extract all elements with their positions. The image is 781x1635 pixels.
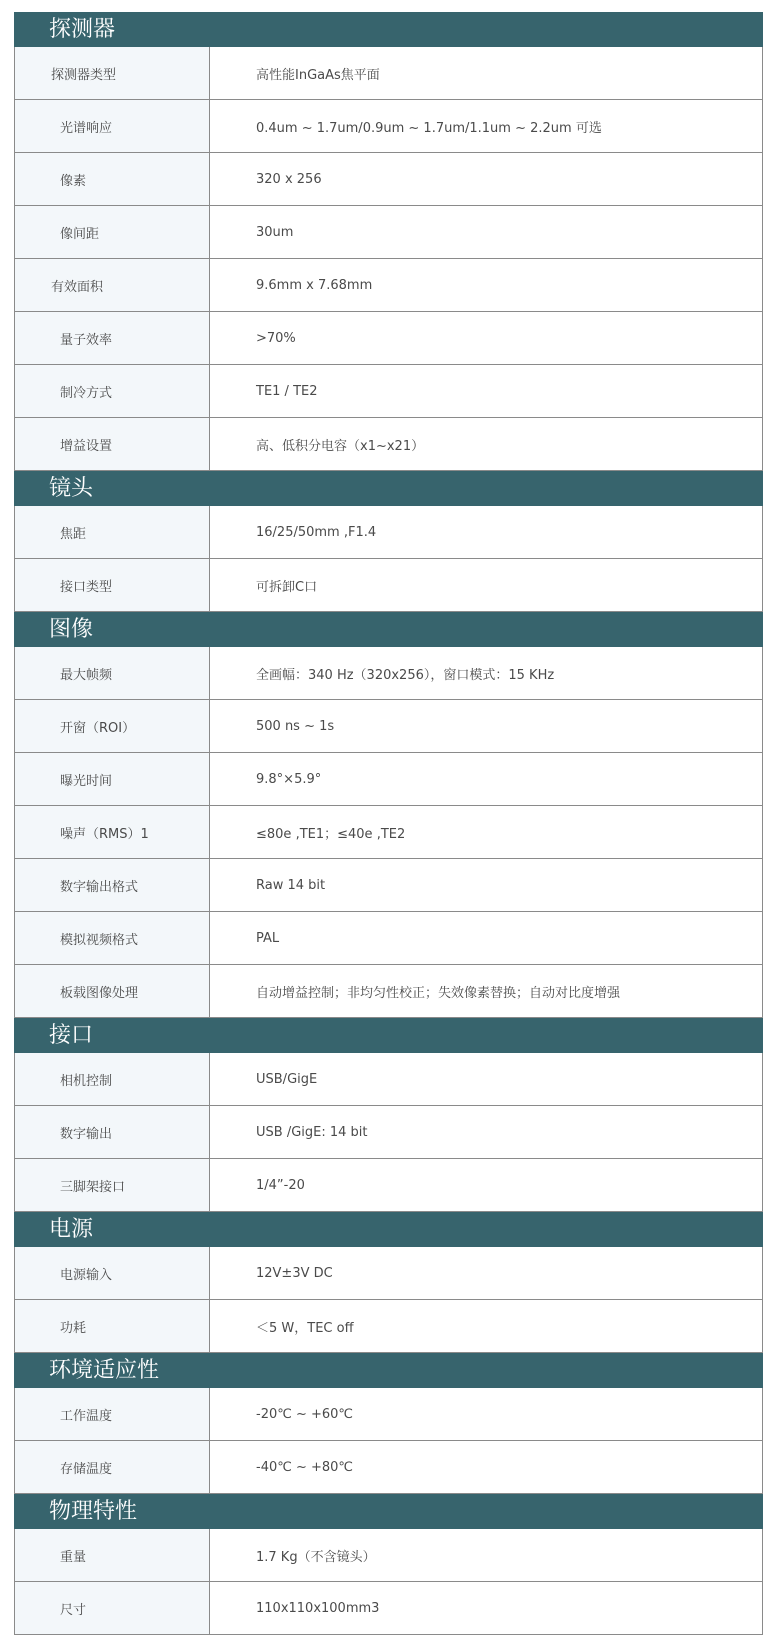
section-header: 图像 xyxy=(14,612,763,647)
table-row xyxy=(15,259,762,312)
table-row xyxy=(15,700,762,753)
table-row xyxy=(15,1582,762,1635)
spec-label: 曝光时间 xyxy=(15,753,210,805)
spec-label: 工作温度 xyxy=(15,1388,210,1440)
spec-label: 存储温度 xyxy=(15,1441,210,1493)
spec-label: 探测器类型 xyxy=(15,47,210,99)
spec-section xyxy=(14,612,763,1018)
spec-label: 数字输出 xyxy=(15,1106,210,1158)
spec-label: 电源输入 xyxy=(15,1247,210,1299)
spec-section xyxy=(14,1018,763,1212)
spec-value: USB /GigE: 14 bit xyxy=(210,1106,762,1158)
table-row xyxy=(15,153,762,206)
spec-label: 最大帧频 xyxy=(15,647,210,699)
spec-label: 尺寸 xyxy=(15,1582,210,1634)
spec-value: 可拆卸C口 xyxy=(210,559,762,611)
spec-value: ≤80e ,TE1；≤40e ,TE2 xyxy=(210,806,762,858)
spec-value: 500 ns ~ 1s xyxy=(210,700,762,752)
spec-label: 开窗（ROI） xyxy=(15,700,210,752)
spec-value: 全画幅：340 Hz（320x256），窗口模式：15 KHz xyxy=(210,647,762,699)
spec-value: ＜5 W，TEC off xyxy=(210,1300,762,1352)
spec-value: USB/GigE xyxy=(210,1053,762,1105)
spec-label: 像间距 xyxy=(15,206,210,258)
section-header: 探测器 xyxy=(14,12,763,47)
spec-label: 噪声（RMS）1 xyxy=(15,806,210,858)
spec-value: 0.4um ~ 1.7um/0.9um ~ 1.7um/1.1um ~ 2.2um 可选 xyxy=(210,100,762,152)
spec-label: 三脚架接口 xyxy=(15,1159,210,1211)
table-row xyxy=(15,1247,762,1300)
spec-value: 1.7 Kg（不含镜头） xyxy=(210,1529,762,1581)
spec-label: 相机控制 xyxy=(15,1053,210,1105)
table-row xyxy=(15,365,762,418)
spec-label: 数字输出格式 xyxy=(15,859,210,911)
table-row xyxy=(15,1159,762,1212)
section-header: 物理特性 xyxy=(14,1494,763,1529)
spec-section xyxy=(14,12,763,471)
spec-value: -40℃ ~ +80℃ xyxy=(210,1441,762,1493)
section-rows xyxy=(14,1529,763,1635)
table-row xyxy=(15,859,762,912)
table-row xyxy=(15,100,762,153)
spec-value: PAL xyxy=(210,912,762,964)
section-rows xyxy=(14,47,763,471)
table-row xyxy=(15,753,762,806)
spec-value: 30um xyxy=(210,206,762,258)
table-row xyxy=(15,1441,762,1494)
table-row xyxy=(15,1053,762,1106)
spec-section xyxy=(14,1353,763,1494)
section-header: 镜头 xyxy=(14,471,763,506)
table-row xyxy=(15,47,762,100)
spec-value: 9.6mm x 7.68mm xyxy=(210,259,762,311)
spec-section xyxy=(14,1212,763,1353)
spec-value: 320 x 256 xyxy=(210,153,762,205)
table-row xyxy=(15,806,762,859)
spec-value: 16/25/50mm ,F1.4 xyxy=(210,506,762,558)
spec-section xyxy=(14,1494,763,1635)
spec-label: 板载图像处理 xyxy=(15,965,210,1017)
spec-value: TE1 / TE2 xyxy=(210,365,762,417)
table-row xyxy=(15,418,762,471)
spec-label: 接口类型 xyxy=(15,559,210,611)
spec-label: 重量 xyxy=(15,1529,210,1581)
section-rows xyxy=(14,1053,763,1212)
spec-value: 12V±3V DC xyxy=(210,1247,762,1299)
spec-label: 光谱响应 xyxy=(15,100,210,152)
spec-label: 焦距 xyxy=(15,506,210,558)
table-row xyxy=(15,506,762,559)
spec-value: 9.8°×5.9° xyxy=(210,753,762,805)
table-row xyxy=(15,1106,762,1159)
spec-label: 模拟视频格式 xyxy=(15,912,210,964)
spec-label: 增益设置 xyxy=(15,418,210,470)
spec-value: 自动增益控制；非均匀性校正；失效像素替换；自动对比度增强 xyxy=(210,965,762,1017)
table-row xyxy=(15,1529,762,1582)
spec-value: 1/4”-20 xyxy=(210,1159,762,1211)
table-row xyxy=(15,559,762,612)
section-rows xyxy=(14,1247,763,1353)
section-rows xyxy=(14,1388,763,1494)
spec-value: -20℃ ~ +60℃ xyxy=(210,1388,762,1440)
spec-value: 高性能InGaAs焦平面 xyxy=(210,47,762,99)
spec-value: Raw 14 bit xyxy=(210,859,762,911)
spec-value: 110x110x100mm3 xyxy=(210,1582,762,1634)
table-row xyxy=(15,912,762,965)
section-rows xyxy=(14,647,763,1018)
spec-label: 制冷方式 xyxy=(15,365,210,417)
spec-value: 高、低积分电容（x1~x21） xyxy=(210,418,762,470)
spec-label: 功耗 xyxy=(15,1300,210,1352)
section-header: 环境适应性 xyxy=(14,1353,763,1388)
section-header: 接口 xyxy=(14,1018,763,1053)
spec-label: 量子效率 xyxy=(15,312,210,364)
table-row xyxy=(15,206,762,259)
table-row xyxy=(15,1388,762,1441)
spec-table xyxy=(14,12,763,1635)
spec-label: 像素 xyxy=(15,153,210,205)
table-row xyxy=(15,1300,762,1353)
spec-value: >70% xyxy=(210,312,762,364)
spec-label: 有效面积 xyxy=(15,259,210,311)
section-header: 电源 xyxy=(14,1212,763,1247)
section-rows xyxy=(14,506,763,612)
table-row xyxy=(15,312,762,365)
table-row xyxy=(15,647,762,700)
table-row xyxy=(15,965,762,1018)
spec-section xyxy=(14,471,763,612)
